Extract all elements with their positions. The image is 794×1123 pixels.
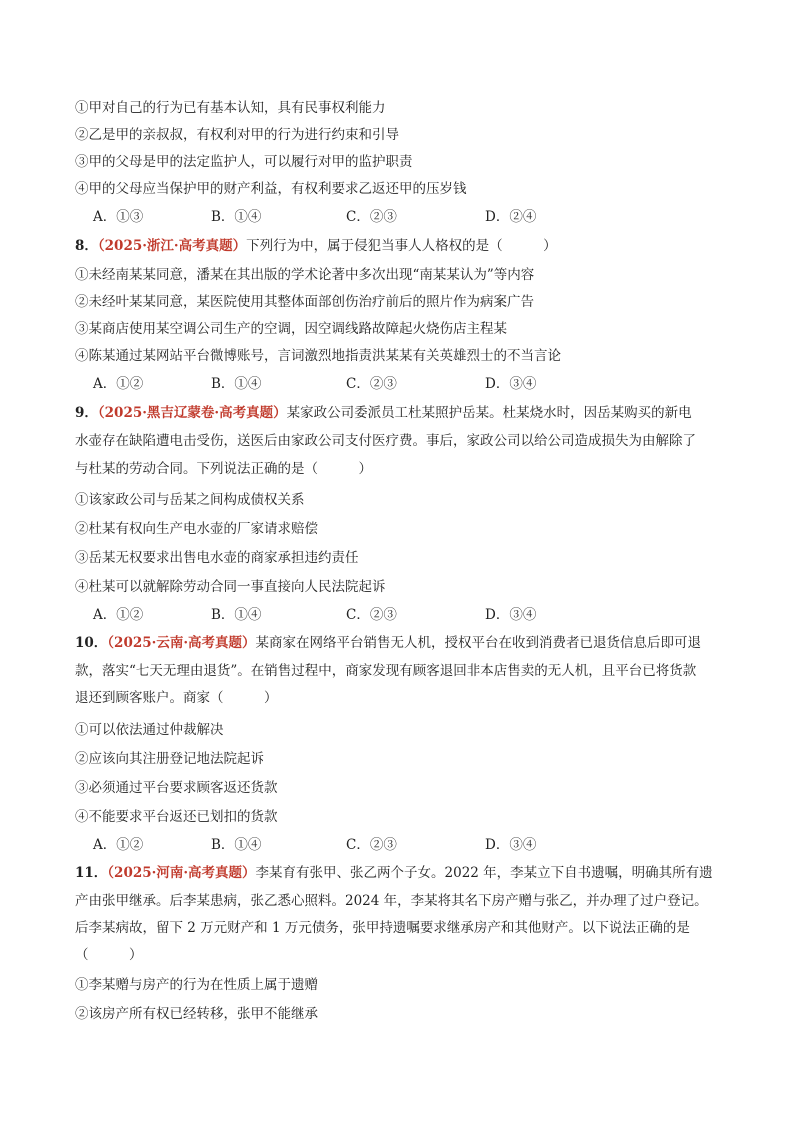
q11-stem-line-4: （ ）	[75, 947, 143, 963]
q7-statement-4: ④甲的父母应当保护甲的财产利益，有权利要求乙返还甲的压岁钱	[75, 181, 467, 197]
q10-stem-line-3: 退还到顾客账户。商家（ ）	[75, 690, 278, 706]
q9-option-b[interactable]: B．①④	[211, 607, 262, 623]
q10-statement-1: ①可以依法通过仲裁解决	[75, 722, 224, 738]
q8-statement-2: ②未经叶某某同意，某医院使用其整体面部创伤治疗前后的照片作为病案广告	[75, 294, 534, 310]
q7-statement-2: ②乙是甲的亲叔叔，有权利对甲的行为进行约束和引导	[75, 127, 399, 143]
q9-statement-4: ④杜某可以就解除劳动合同一事直接向人民法院起诉	[75, 579, 386, 595]
q7-option-b[interactable]: B．①④	[211, 209, 262, 225]
q8-option-a[interactable]: A．①②	[93, 376, 144, 392]
q7-statement-1: ①甲对自己的行为已有基本认知，具有民事权利能力	[75, 100, 386, 116]
q8-statement-3: ③某商店使用某空调公司生产的空调，因空调线路故障起火烧伤店主程某	[75, 321, 507, 337]
q10-statement-4: ④不能要求平台返还已划扣的货款	[75, 809, 278, 825]
q10-statement-3: ③必须通过平台要求顾客返还货款	[75, 780, 278, 796]
q7-option-a[interactable]: A．①③	[93, 209, 144, 225]
q7-option-d[interactable]: D．②④	[485, 209, 537, 225]
q7-option-c[interactable]: C．②③	[346, 209, 397, 225]
q8-statement-1: ①未经南某某同意，潘某在其出版的学术论著中多次出现“南某某认为”等内容	[75, 267, 535, 283]
q10-stem-line-1	[75, 631, 701, 651]
q9-statement-1: ①该家政公司与岳某之间构成债权关系	[75, 492, 305, 508]
q8-stem-text: 下列行为中，属于侵犯当事人人格权的是（ ）	[246, 238, 557, 254]
q8-option-b[interactable]: B．①④	[211, 376, 262, 392]
q10-option-c[interactable]: C．②③	[346, 837, 397, 853]
q11-number: 11．	[75, 865, 108, 881]
q11-stem-line-2: 产由张甲继承。后李某患病，张乙悉心照料。2024 年，李某将其名下房产赠与张乙，并办理了过户登记。	[75, 893, 708, 909]
q10-statement-2: ②应该向其注册登记地法院起诉	[75, 751, 264, 767]
q9-stem-text-1: 某家政公司委派员工杜某照护岳某。杜某烧水时，因岳某购买的新电	[286, 405, 692, 421]
q10-source: （2025·云南·高考真题）	[107, 635, 256, 651]
q11-stem-line-3: 后李某病故，留下 2 万元财产和 1 万元债务，张甲持遗嘱要求继承房产和其他财产。以下说法正确的是	[75, 920, 690, 936]
q10-stem-text-1: 某商家在网络平台销售无人机，授权平台在收到消费者已退货信息后即可退	[255, 635, 702, 651]
q8-statement-4: ④陈某通过某网站平台微博账号，言词激烈地指责洪某某有关英雄烈士的不当言论	[75, 348, 561, 364]
q11-source: （2025·河南·高考真题）	[107, 865, 256, 881]
q8-option-d[interactable]: D．③④	[485, 376, 537, 392]
q10-option-b[interactable]: B．①④	[211, 837, 262, 853]
q9-statement-3: ③岳某无权要求出售电水壶的商家承担违约责任	[75, 550, 359, 566]
q9-statement-2: ②杜某有权向生产电水壶的厂家请求赔偿	[75, 521, 318, 537]
q10-option-d[interactable]: D．③④	[485, 837, 537, 853]
q9-option-a[interactable]: A．①②	[93, 607, 144, 623]
q10-option-a[interactable]: A．①②	[93, 837, 144, 853]
q8-stem	[75, 234, 557, 254]
q11-statement-1: ①李某赠与房产的行为在性质上属于遗赠	[75, 977, 318, 993]
q9-option-c[interactable]: C．②③	[346, 607, 397, 623]
q8-number: 8．	[75, 238, 98, 254]
q11-stem-text-1: 李某育有张甲、张乙两个子女。2022 年，李某立下自书遗嘱，明确其所有遗	[255, 865, 713, 881]
q7-statement-3: ③甲的父母是甲的法定监护人，可以履行对甲的监护职责	[75, 154, 413, 170]
q8-option-c[interactable]: C．②③	[346, 376, 397, 392]
q10-stem-line-2: 款，落实“七天无理由退货”。在销售过程中，商家发现有顾客退回非本店售卖的无人机，且平台已将货款	[75, 663, 697, 679]
q10-number: 10．	[75, 635, 108, 651]
q9-stem-line-2: 水壶存在缺陷遭电击受伤，送医后由家政公司支付医疗费。事后，家政公司以给公司造成损失为由解除了	[75, 433, 696, 449]
q9-stem-line-3: 与杜某的劳动合同。下列说法正确的是（ ）	[75, 461, 372, 477]
q11-stem-line-1	[75, 861, 713, 881]
q9-source: （2025·黑吉辽蒙卷·高考真题）	[97, 405, 287, 421]
q9-option-d[interactable]: D．③④	[485, 607, 537, 623]
q9-stem-line-1	[75, 401, 692, 421]
q11-statement-2: ②该房产所有权已经转移，张甲不能继承	[75, 1006, 318, 1022]
q8-source: （2025·浙江·高考真题）	[97, 238, 247, 254]
q9-number: 9．	[75, 405, 98, 421]
